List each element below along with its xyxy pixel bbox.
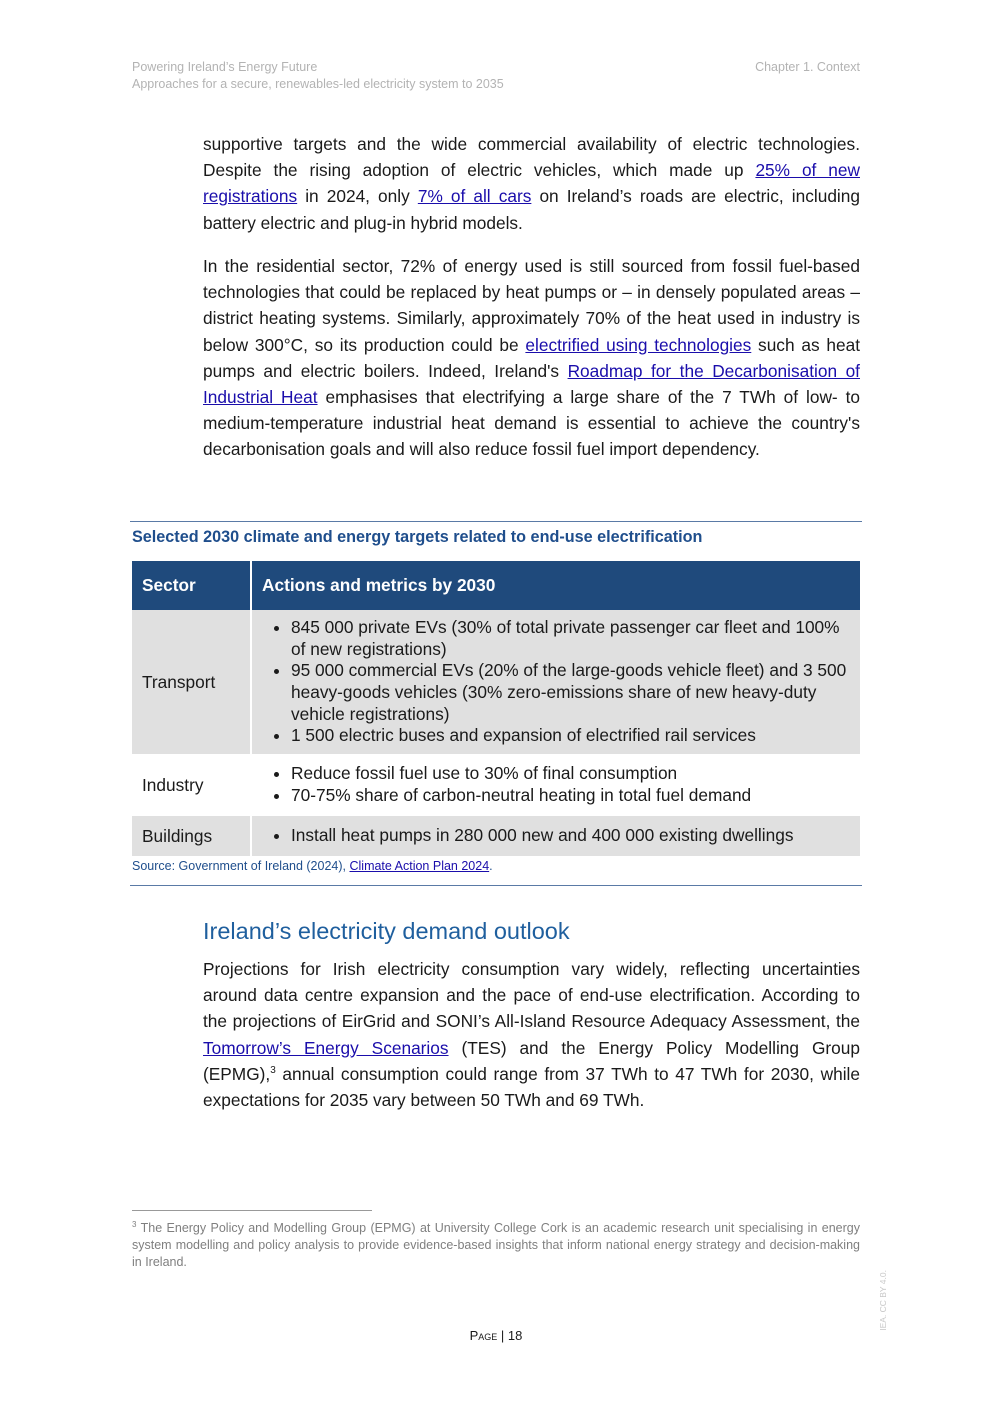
table-row [132, 754, 860, 816]
list-item: • 70-75% share of carbon-neutral heating in total fuel demand [291, 785, 850, 807]
sector-cell: Transport [132, 610, 252, 754]
sector-cell: Industry [132, 754, 252, 816]
link-electrified-technologies[interactable]: electrified using technologies [525, 334, 752, 355]
table-row [132, 610, 860, 754]
document-subtitle: Approaches for a secure, renewables-led electricity system to 2035 [132, 77, 504, 91]
actions-cell [252, 610, 860, 754]
table-bottom-rule [130, 885, 862, 886]
actions-cell [252, 816, 860, 856]
table-source: Source: Government of Ireland (2024), Climate Action Plan 2024. [132, 859, 493, 873]
table-header-row [132, 561, 860, 610]
document-title: Powering Ireland’s Energy Future [132, 60, 318, 74]
sector-cell: Buildings [132, 816, 252, 856]
link-climate-action-plan[interactable]: Climate Action Plan 2024 [349, 859, 490, 873]
list-item: • 845 000 private EVs (30% of total private passenger car fleet and 100% of new registrations) [291, 617, 850, 660]
footnote: $^3$ The Energy Policy and Modelling Group (EPMG) at University College Cork is an academic research unit specialising in energy system modelling and policy analysis to provide evidence-based insights that inform national energy strategy and decision-making in Ireland. [132, 1219, 860, 1269]
link-all-cars[interactable]: 7% of all cars [417, 186, 532, 207]
chapter-label: Chapter 1. Context [755, 60, 860, 74]
page-label: Page [469, 1328, 498, 1343]
running-header-left [132, 59, 504, 93]
list-item: • Install heat pumps in 280 000 new and 400 000 existing dwellings [291, 825, 850, 847]
list-item: • 1 500 electric buses and expansion of electrified rail services [291, 725, 850, 747]
link-new-registrations[interactable]: 25% of new registrations [203, 160, 860, 207]
page-number: Page | 18 [469, 1328, 523, 1343]
section-heading: Ireland’s electricity demand outlook [203, 918, 570, 944]
list-item: • Reduce fossil fuel use to 30% of final consumption [291, 763, 850, 785]
list-item: • 95 000 commercial EVs (20% of the large-goods vehicle fleet) and 3 500 heavy-goods vehicles (30% zero-emissions share of new heavy-duty vehicle registrations) [291, 660, 850, 725]
actions-cell [252, 754, 860, 816]
targets-table [132, 561, 860, 856]
page-number-value: 18 [507, 1328, 523, 1343]
table-caption: Selected 2030 climate and energy targets related to end-use electrification [132, 528, 703, 546]
footnote-rule [132, 1210, 372, 1211]
paragraph-demand-outlook: Projections for Irish electricity consumption vary widely, reflecting uncertainties around data centre expansion and the pace of end-use electrification. According to the projections of EirGrid and SONI’s All-Island Resource Adequacy Assessment, the Tomorrow’s Energy Scenarios (TES) and the Energy Policy Modelling Group (EPMG),$^3$ annual consumption could range from 37 TWh to 47 TWh for 2030, while expectations for 2035 vary between 50 TWh and 69 TWh. [203, 959, 860, 1111]
footnote-number: 3 [132, 1219, 137, 1229]
link-industrial-heat-roadmap[interactable]: Roadmap for the Decarbonisation of Industrial Heat [203, 360, 860, 408]
link-tomorrows-energy-scenarios[interactable]: Tomorrow’s Energy Scenarios [203, 1037, 449, 1058]
license-watermark: IEA. CC BY 4.0. [878, 1270, 888, 1331]
header-sector: Sector [132, 561, 252, 610]
footnote-reference[interactable]: 3 [270, 1065, 276, 1077]
table-row [132, 816, 860, 856]
table-top-rule [130, 521, 862, 522]
paragraph-ev-adoption: supportive targets and the wide commercial availability of electric technologies. Despite the rising adoption of electric vehicles, which made up 25% of new registrations in 2024, only 7% of all cars on Ireland’s roads are electric, including battery electric and plug-in hybrid models. [203, 134, 860, 233]
paragraph-heat-electrification: In the residential sector, 72% of energy used is still sourced from fossil fuel-based technologies that could be replaced by heat pumps or – in densely populated areas – district heating systems. Similarly, approximately 70% of the heat used in industry is below 300°C, so its production could be electrified using technologies such as heat pumps and electric boilers. Indeed, Ireland's Roadmap for the Decarbonisation of Industrial Heat emphasises that electrifying a large share of the 7 TWh of low- to medium-temperature industrial heat demand is essential to achieve the country's decarbonisation goals and will also reduce fossil fuel import dependency. [203, 256, 861, 460]
header-actions: Actions and metrics by 2030 [252, 561, 860, 610]
